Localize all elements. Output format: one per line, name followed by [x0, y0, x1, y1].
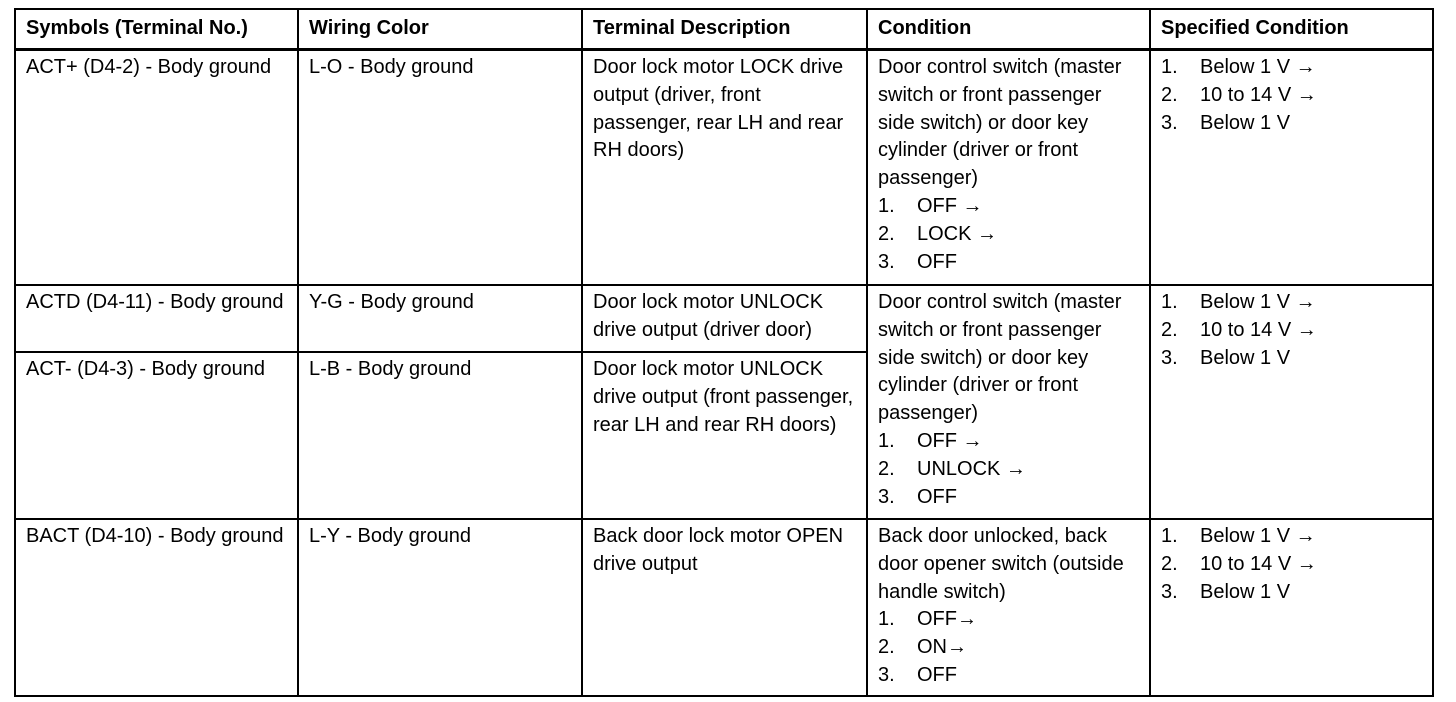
list-item	[1161, 551, 1422, 579]
condition-text: Door control switch (master switch or front passenger side switch) or door key cylinder (driver or front passenger)	[878, 56, 1122, 190]
step-text: OFF →	[917, 194, 983, 217]
step-number: 1.	[878, 194, 895, 217]
list-item	[1161, 289, 1422, 317]
terminal-description-cell: Back door lock motor OPEN drive output	[582, 519, 867, 696]
step-number: 2.	[1161, 318, 1178, 341]
header-symbols: Symbols (Terminal No.)	[15, 9, 298, 50]
symbol-cell: BACT (D4-10) - Body ground	[15, 519, 298, 696]
list-item	[878, 193, 1139, 221]
wiring-color-cell: Y-G - Body ground	[298, 285, 582, 352]
condition-cell	[867, 519, 1150, 696]
list-item	[878, 484, 1139, 512]
specified-condition-cell	[1150, 50, 1433, 286]
step-text: UNLOCK →	[917, 457, 1026, 480]
step-text: Below 1 V	[1200, 580, 1291, 603]
step-number: 2.	[878, 222, 895, 245]
list-item	[1161, 317, 1422, 345]
list-item	[1161, 523, 1422, 551]
step-number: 1.	[878, 608, 895, 631]
condition-cell	[867, 50, 1150, 286]
step-number: 3.	[878, 663, 895, 686]
header-row	[15, 9, 1433, 50]
condition-text: Door control switch (master switch or front passenger side switch) or door key cylinder (driver or front passenger)	[878, 291, 1122, 425]
step-number: 2.	[878, 457, 895, 480]
condition-steps	[878, 606, 1139, 689]
specified-condition-cell	[1150, 285, 1433, 519]
terminal-description-cell: Door lock motor UNLOCK drive output (front passenger, rear LH and rear RH doors)	[582, 352, 867, 519]
step-text: Below 1 V	[1200, 111, 1291, 134]
step-number: 3.	[1161, 111, 1178, 134]
step-number: 3.	[1161, 580, 1178, 603]
condition-steps	[878, 193, 1139, 276]
wiring-color-cell: L-Y - Body ground	[298, 519, 582, 696]
list-item	[878, 249, 1139, 277]
list-item	[878, 634, 1139, 662]
symbol-cell: ACT+ (D4-2) - Body ground	[15, 50, 298, 286]
specified-condition-cell	[1150, 519, 1433, 696]
list-item	[1161, 110, 1422, 138]
step-text: 10 to 14 V →	[1200, 552, 1317, 575]
condition-text: Back door unlocked, back door opener switch (outside handle switch)	[878, 525, 1124, 603]
step-text: LOCK →	[917, 222, 998, 245]
list-item	[878, 662, 1139, 690]
condition-cell	[867, 285, 1150, 519]
list-item	[1161, 82, 1422, 110]
step-number: 2.	[1161, 552, 1178, 575]
header-condition: Condition	[867, 9, 1150, 50]
symbol-cell: ACTD (D4-11) - Body ground	[15, 285, 298, 352]
step-number: 1.	[1161, 525, 1178, 547]
step-text: OFF →	[917, 429, 983, 452]
terminal-description-cell: Door lock motor UNLOCK drive output (driver door)	[582, 285, 867, 352]
step-text: OFF	[917, 485, 957, 508]
step-number: 2.	[878, 636, 895, 659]
list-item	[878, 221, 1139, 249]
list-item	[1161, 579, 1422, 607]
step-text: 10 to 14 V →	[1200, 83, 1317, 106]
list-item	[1161, 345, 1422, 373]
step-text: OFF	[917, 250, 957, 273]
step-text: Below 1 V →	[1200, 56, 1316, 78]
specified-steps	[1161, 54, 1422, 137]
list-item	[878, 428, 1139, 456]
step-number: 1.	[1161, 291, 1178, 313]
specified-steps	[1161, 289, 1422, 372]
step-text: Below 1 V →	[1200, 525, 1316, 547]
step-text: OFF→	[917, 608, 977, 631]
table-row	[15, 519, 1433, 696]
table-row	[15, 285, 1433, 352]
symbol-cell: ACT- (D4-3) - Body ground	[15, 352, 298, 519]
list-item	[878, 456, 1139, 484]
list-item	[878, 606, 1139, 634]
step-text: ON→	[917, 636, 967, 659]
step-number: 3.	[878, 485, 895, 508]
step-number: 3.	[878, 250, 895, 273]
step-number: 3.	[1161, 346, 1178, 369]
step-text: OFF	[917, 663, 957, 686]
step-number: 1.	[1161, 56, 1178, 78]
step-text: Below 1 V	[1200, 346, 1291, 369]
step-number: 1.	[878, 429, 895, 452]
terminal-description-cell: Door lock motor LOCK drive output (driver, front passenger, rear LH and rear RH doors)	[582, 50, 867, 286]
terminal-spec-table	[14, 8, 1434, 697]
list-item	[1161, 54, 1422, 82]
specified-steps	[1161, 523, 1422, 606]
step-text: 10 to 14 V →	[1200, 318, 1317, 341]
step-number: 2.	[1161, 83, 1178, 106]
header-terminal-description: Terminal Description	[582, 9, 867, 50]
header-wiring-color: Wiring Color	[298, 9, 582, 50]
table-row	[15, 50, 1433, 286]
step-text: Below 1 V →	[1200, 291, 1316, 313]
wiring-color-cell: L-O - Body ground	[298, 50, 582, 286]
header-specified-condition: Specified Condition	[1150, 9, 1433, 50]
wiring-color-cell: L-B - Body ground	[298, 352, 582, 519]
condition-steps	[878, 428, 1139, 511]
